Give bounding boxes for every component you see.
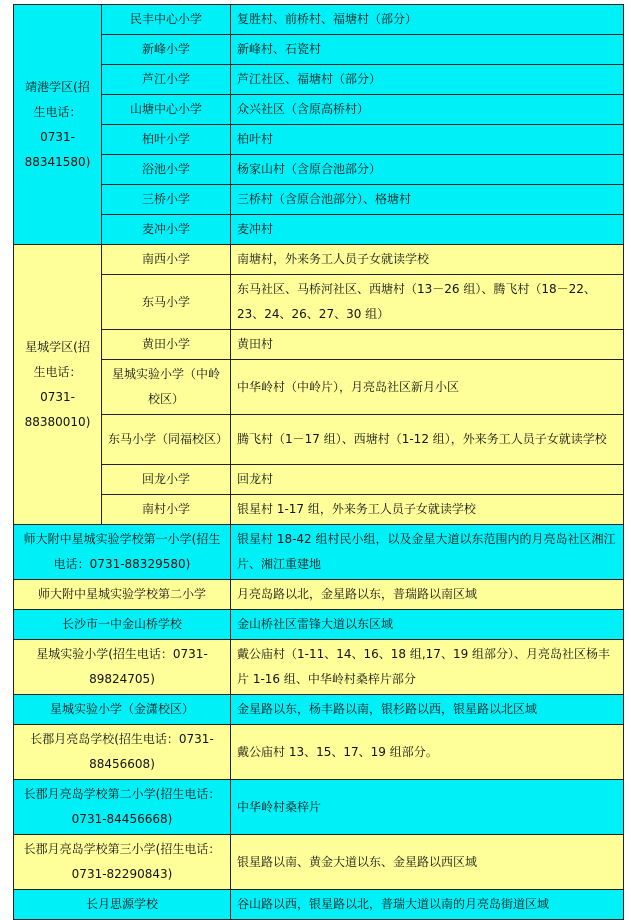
school-name: 长郡月亮岛学校(招生电话：0731-88456608) — [14, 725, 231, 780]
school-name: 长郡月亮岛学校第三小学(招生电话：0731-82290843) — [14, 835, 231, 890]
service-area: 南塘村，外来务工人员子女就读学校 — [231, 245, 624, 275]
school-name: 山塘中心小学 — [102, 95, 231, 125]
service-area: 中华岭村（中岭片），月亮岛社区新月小区 — [231, 360, 624, 415]
table-row — [14, 95, 624, 125]
service-area: 银星路以南、黄金大道以东、金星路以西区域 — [231, 835, 624, 890]
table-row — [14, 725, 624, 780]
school-name: 师大附中星城实验学校第一小学(招生电话：0731-88329580) — [14, 525, 231, 580]
service-area: 麦冲村 — [231, 215, 624, 245]
table-row — [14, 275, 624, 330]
school-name: 长月思源学校 — [14, 890, 231, 920]
school-name: 星城实验小学（金潇校区） — [14, 695, 231, 725]
service-area: 复胜村、前桥村、福塘村（部分） — [231, 5, 624, 35]
service-area: 中华岭村桑梓片 — [231, 780, 624, 835]
table-row — [14, 245, 624, 275]
service-area: 新峰村、石瓷村 — [231, 35, 624, 65]
table-row — [14, 465, 624, 495]
table-row — [14, 155, 624, 185]
service-area: 金山桥社区雷锋大道以东区域 — [231, 610, 624, 640]
table-row — [14, 5, 624, 35]
school-name: 东马小学 — [102, 275, 231, 330]
table-row — [14, 65, 624, 95]
table-row — [14, 610, 624, 640]
table-row — [14, 640, 624, 695]
school-name: 东马小学（同福校区） — [102, 415, 231, 465]
school-district-table — [13, 4, 624, 920]
table-row — [14, 890, 624, 920]
school-name: 柏叶小学 — [102, 125, 231, 155]
school-name: 回龙小学 — [102, 465, 231, 495]
school-name: 芦江小学 — [102, 65, 231, 95]
table-row — [14, 215, 624, 245]
school-name: 浴池小学 — [102, 155, 231, 185]
school-name: 麦冲小学 — [102, 215, 231, 245]
table-row — [14, 185, 624, 215]
district-name: 星城学区(招生电话：0731-88380010) — [14, 245, 102, 525]
service-area: 回龙村 — [231, 465, 624, 495]
table-row — [14, 525, 624, 580]
table-row — [14, 580, 624, 610]
school-name: 长郡月亮岛学校第二小学(招生电话：0731-84456668) — [14, 780, 231, 835]
school-name: 星城实验小学(招生电话：0731-89824705) — [14, 640, 231, 695]
service-area: 谷山路以西，银星路以北，普瑞大道以南的月亮岛街道区域 — [231, 890, 624, 920]
service-area: 柏叶村 — [231, 125, 624, 155]
school-name: 黄田小学 — [102, 330, 231, 360]
table-row — [14, 695, 624, 725]
school-name: 三桥小学 — [102, 185, 231, 215]
school-name: 南西小学 — [102, 245, 231, 275]
table-row — [14, 125, 624, 155]
service-area: 月亮岛路以北，金星路以东，普瑞路以南区域 — [231, 580, 624, 610]
service-area: 芦江社区、福塘村（部分） — [231, 65, 624, 95]
service-area: 腾飞村（1－17 组）、西塘村（1-12 组），外来务工人员子女就读学校 — [231, 415, 624, 465]
service-area: 戴公庙村（1-11、14、16、18 组,17、19 组部分）、月亮岛社区杨丰片 1-16 组、中华岭村桑梓片部分 — [231, 640, 624, 695]
service-area: 众兴社区（含原高桥村） — [231, 95, 624, 125]
service-area: 银星村 1-17 组，外来务工人员子女就读学校 — [231, 495, 624, 525]
table-row — [14, 495, 624, 525]
service-area: 戴公庙村 13、15、17、19 组部分。 — [231, 725, 624, 780]
table-row — [14, 330, 624, 360]
table-row — [14, 780, 624, 835]
service-area: 银星村 18-42 组村民小组，以及金星大道以东范围内的月亮岛社区湘江片、湘江重建地 — [231, 525, 624, 580]
school-name: 新峰小学 — [102, 35, 231, 65]
table-row — [14, 360, 624, 415]
school-name: 师大附中星城实验学校第二小学 — [14, 580, 231, 610]
school-name: 民丰中心小学 — [102, 5, 231, 35]
service-area: 黄田村 — [231, 330, 624, 360]
service-area: 杨家山村（含原合池部分） — [231, 155, 624, 185]
service-area: 东马社区、马桥河社区、西塘村（13－26 组）、腾飞村（18－22、23、24、26、27、30 组） — [231, 275, 624, 330]
service-area: 金星路以东，杨丰路以南，银杉路以西，银星路以北区域 — [231, 695, 624, 725]
school-name: 长沙市一中金山桥学校 — [14, 610, 231, 640]
table-row — [14, 35, 624, 65]
school-name: 南村小学 — [102, 495, 231, 525]
table-row — [14, 415, 624, 465]
district-name: 靖港学区(招生电话：0731-88341580) — [14, 5, 102, 245]
service-area: 三桥村（含原合池部分）、格塘村 — [231, 185, 624, 215]
table-row — [14, 835, 624, 890]
school-name: 星城实验小学（中岭校区） — [102, 360, 231, 415]
